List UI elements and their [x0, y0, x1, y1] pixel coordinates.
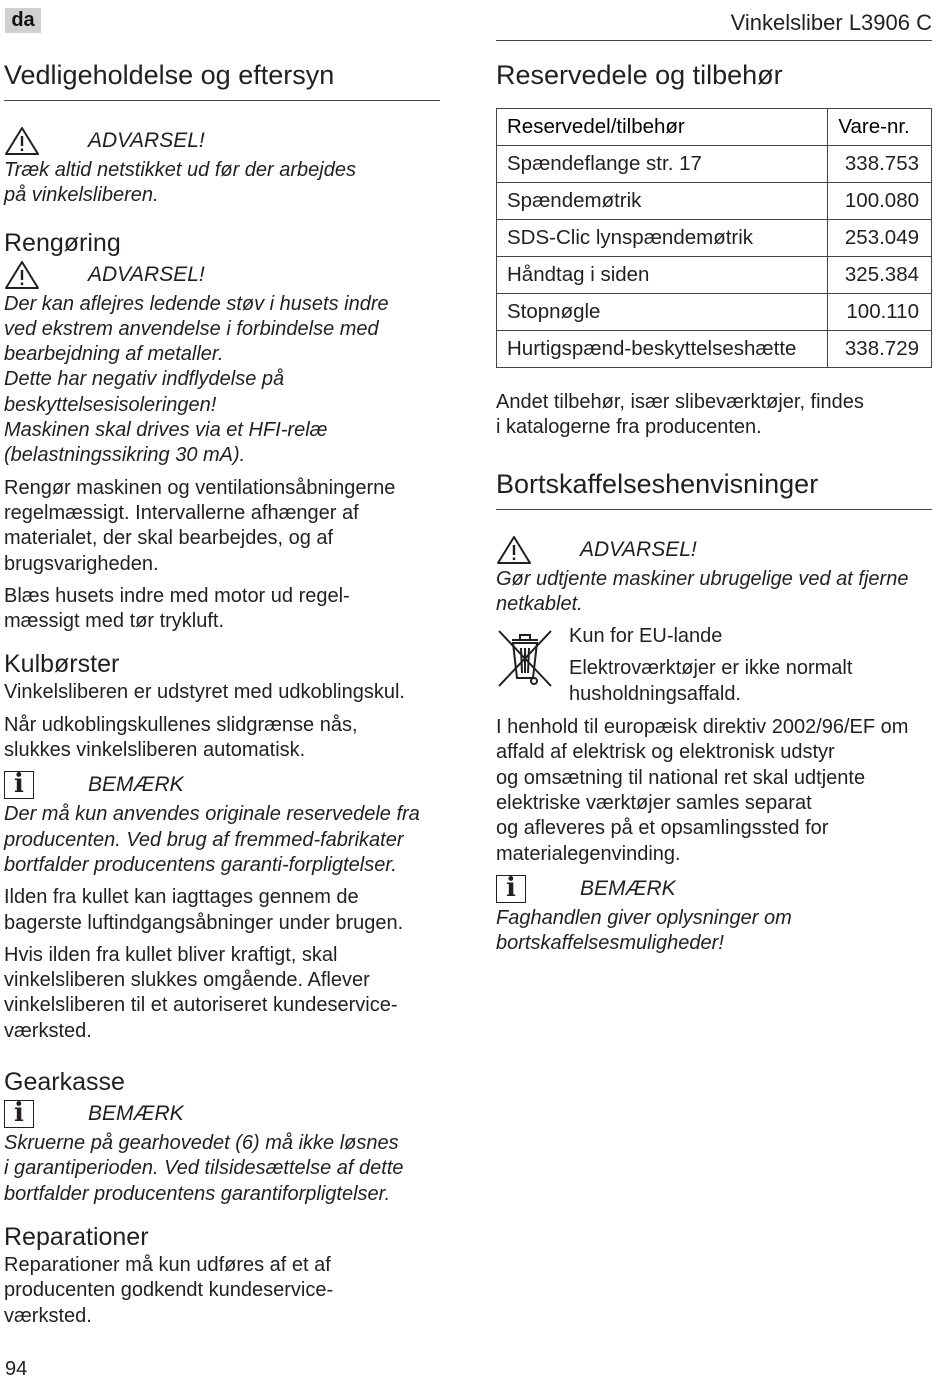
body-text: affald af elektrisk og elektronisk udstyr: [496, 741, 835, 764]
note-text: bortfalder producentens garanti-forpligtelser.: [4, 853, 397, 876]
part-number: 338.729: [828, 331, 932, 368]
body-text: vinkelsliberen slukkes omgående. Aflever: [4, 969, 370, 992]
body-text: Ilden fra kullet kan iagttages gennem de: [4, 886, 359, 909]
warning-triangle-icon: [4, 260, 44, 290]
note-label: BEMÆRK: [580, 876, 676, 900]
note-text: i garantiperioden. Ved tilsidesættelse af dette: [4, 1157, 404, 1180]
document-title: Vinkelsliber L3906 C: [730, 10, 932, 35]
spare-parts-title: Reservedele og tilbehør: [496, 60, 783, 90]
warning-text: på vinkelsliberen.: [4, 184, 159, 207]
table-row: [497, 183, 932, 220]
gearbox-title: Gearkasse: [4, 1068, 125, 1097]
disposal-note-header: [496, 873, 932, 905]
warning-text: (belastningssikring 30 mA).: [4, 444, 246, 467]
carbon-note-header: [4, 769, 440, 801]
table-row: [497, 220, 932, 257]
part-number: 100.080: [828, 183, 932, 220]
body-text: Rengør maskinen og ventilationsåbningerne: [4, 476, 396, 499]
body-text: Reparationer må kun udføres af et af: [4, 1253, 331, 1276]
note-text: bortfalder producentens garantiforpligtelser.: [4, 1182, 391, 1205]
warning-text: netkablet.: [496, 592, 583, 615]
body-text: husholdningsaffald.: [569, 682, 741, 705]
right-column: [496, 58, 932, 956]
note-text: bortskaffelsesmuligheder!: [496, 932, 724, 955]
body-text: producenten godkendt kundeservice-: [4, 1279, 334, 1302]
body-text: Andet tilbehør, især slibeværktøjer, findes: [496, 391, 864, 413]
note-text: Faghandlen giver oplysninger om: [496, 906, 792, 929]
cleaning-title: Rengøring: [4, 228, 121, 257]
body-text: I henhold til europæisk direktiv 2002/96/EF om: [496, 716, 909, 739]
weee-block: [496, 624, 932, 707]
crossed-out-wheelie-bin-icon: [496, 624, 556, 707]
warning-text: ved ekstrem anvendelse i forbindelse med: [4, 317, 379, 340]
disposal-warning-header: [496, 534, 932, 566]
table-row: [497, 331, 932, 368]
note-label: BEMÆRK: [88, 1102, 184, 1126]
disposal-title: Bortskaffelseshenvisninger: [496, 467, 932, 510]
column-header: Reservedel/tilbehør: [497, 109, 828, 146]
part-name: Spændeflange str. 17: [497, 146, 828, 183]
body-text: brugsvarigheden.: [4, 552, 159, 575]
table-row: [497, 146, 932, 183]
body-text: Vinkelsliberen er udstyret med udkoblingskul.: [4, 681, 405, 704]
part-name: Håndtag i siden: [497, 257, 828, 294]
body-text: regelmæssigt. Intervallerne afhænger af: [4, 501, 359, 524]
maintenance-title: Vedligeholdelse og eftersyn: [4, 58, 440, 101]
table-row: [497, 294, 932, 331]
note-label: BEMÆRK: [88, 773, 184, 797]
part-number: 253.049: [828, 220, 932, 257]
info-icon: i: [4, 1099, 44, 1129]
repairs-title: Reparationer: [4, 1222, 149, 1251]
body-text: Hvis ilden fra kullet bliver kraftigt, skal: [4, 943, 338, 966]
warning-text: Der kan aflejres ledende støv i husets indre: [4, 292, 389, 315]
warning-label: ADVARSEL!: [88, 262, 205, 286]
header-rule: [496, 40, 932, 41]
body-text: i katalogerne fra producenten.: [496, 416, 762, 439]
warning-text: beskyttelsesisoleringen!: [4, 393, 217, 416]
warning-triangle-icon: [4, 126, 44, 156]
body-text: værksted.: [4, 1304, 92, 1327]
warning-triangle-icon: [496, 535, 536, 565]
warning-text: Gør udtjente maskiner ubrugelige ved at fjerne: [496, 567, 909, 590]
language-tag: da: [5, 8, 41, 33]
body-text: materialet, der skal bearbejdes, og af: [4, 527, 334, 550]
part-name: Spændemøtrik: [497, 183, 828, 220]
left-column: [4, 58, 440, 1329]
body-text: Elektroværktøjer er ikke normalt: [569, 657, 853, 680]
body-text: og omsætning til national ret skal udtjente: [496, 766, 866, 789]
part-number: 100.110: [828, 294, 932, 331]
body-text: elektriske værktøjer samles separat: [496, 791, 812, 814]
cleaning-warning-header: [4, 259, 440, 291]
body-text: værksted.: [4, 1019, 92, 1042]
body-text: vinkelsliberen til et autoriseret kundeservice-: [4, 994, 398, 1017]
note-text: producenten. Ved brug af fremmed-fabrikater: [4, 828, 404, 851]
body-text: bagerste luftindgangsåbninger under brugen.: [4, 911, 404, 934]
maintenance-warning-header: [4, 125, 440, 157]
part-number: 338.753: [828, 146, 932, 183]
warning-text: bearbejdning af metaller.: [4, 343, 224, 366]
info-icon: i: [496, 874, 536, 904]
gearbox-note-header: [4, 1098, 440, 1130]
warning-text: Træk altid netstikket ud før der arbejdes: [4, 159, 356, 181]
body-text: materialegenvinding.: [496, 842, 681, 865]
table-row: [497, 257, 932, 294]
body-text: slukkes vinkelsliberen automatisk.: [4, 739, 306, 762]
spare-parts-table: [496, 108, 932, 368]
note-text: Skruerne på gearhovedet (6) må ikke løsnes: [4, 1132, 399, 1155]
page-number: 94: [5, 1358, 28, 1380]
part-name: Stopnøgle: [497, 294, 828, 331]
body-text: og afleveres på et opsamlingssted for: [496, 817, 829, 840]
warning-text: Maskinen skal drives via et HFI-relæ: [4, 419, 328, 442]
note-text: Der må kun anvendes originale reservedele fra: [4, 803, 420, 826]
info-icon: i: [4, 770, 44, 800]
part-name: Hurtigspænd-beskyttelseshætte: [497, 331, 828, 368]
table-header-row: [497, 109, 932, 146]
body-text: Når udkoblingskullenes slidgrænse nås,: [4, 713, 358, 736]
body-text: Blæs husets indre med motor ud regel-: [4, 584, 350, 607]
eu-only-label: Kun for EU-lande: [569, 625, 723, 648]
warning-label: ADVARSEL!: [580, 537, 697, 561]
column-header: Vare-nr.: [828, 109, 932, 146]
warning-label: ADVARSEL!: [88, 129, 205, 152]
warning-text: Dette har negativ indflydelse på: [4, 368, 285, 391]
body-text: mæssigt med tør trykluft.: [4, 610, 225, 633]
part-number: 325.384: [828, 257, 932, 294]
carbon-brushes-title: Kulbørster: [4, 650, 120, 679]
part-name: SDS-Clic lynspændemøtrik: [497, 220, 828, 257]
